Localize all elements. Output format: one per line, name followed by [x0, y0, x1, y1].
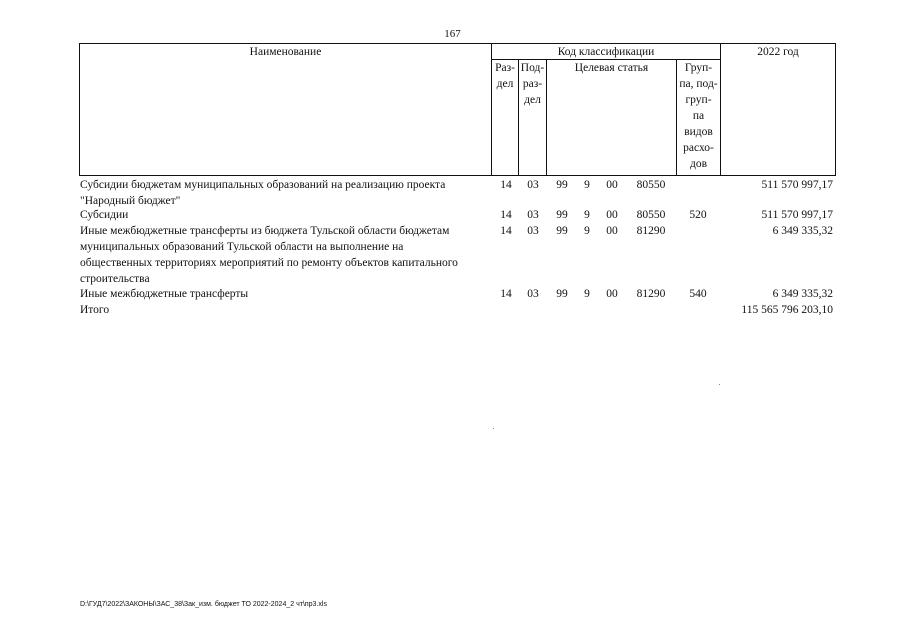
page-number: 167	[444, 28, 461, 40]
row-target-3: 00	[606, 225, 618, 237]
header-group: Груп- па, под- груп- па видов расхо- дов	[679, 62, 718, 170]
row-target-4: 80550	[636, 179, 666, 191]
row-target-2: 9	[584, 288, 590, 300]
row-razdel: 14	[500, 179, 512, 191]
row-name: Субсидии бюджетам муниципальных образований на реализацию проекта "Народный бюджет"	[80, 179, 446, 207]
row-amount: 511 570 997,17	[761, 209, 833, 221]
row-target-4: 80550	[636, 209, 666, 221]
row-target-1: 99	[556, 209, 568, 221]
row-target-3: 00	[606, 179, 618, 191]
table-row	[0, 286, 905, 302]
row-target-2: 9	[584, 179, 590, 191]
total-label: Итого	[80, 304, 110, 316]
row-amount: 6 349 335,32	[772, 288, 833, 300]
row-amount: 6 349 335,32	[772, 225, 833, 237]
row-podrazdel: 03	[527, 179, 539, 191]
row-target-1: 99	[556, 288, 568, 300]
header-year: 2022 год	[757, 46, 799, 58]
header-razdel: Раз- дел	[495, 62, 515, 90]
scan-speck	[493, 428, 494, 429]
total-row	[0, 302, 905, 318]
header-target-article: Целевая статья	[574, 62, 649, 74]
table-row	[0, 223, 905, 287]
row-group: 540	[689, 288, 707, 300]
table-right-border	[835, 43, 836, 176]
row-target-1: 99	[556, 179, 568, 191]
table-row	[0, 177, 905, 209]
scan-speck	[719, 384, 720, 385]
row-podrazdel: 03	[527, 225, 539, 237]
row-target-2: 9	[584, 209, 590, 221]
row-podrazdel: 03	[527, 288, 539, 300]
table-left-border	[79, 43, 80, 176]
row-target-4: 81290	[636, 225, 666, 237]
header-podrazdel: Под- раз- дел	[520, 62, 545, 106]
header-code-group: Код классификации	[557, 46, 655, 58]
row-target-3: 00	[606, 288, 618, 300]
total-amount: 115 565 796 203,10	[741, 304, 833, 316]
row-target-3: 00	[606, 209, 618, 221]
row-target-2: 9	[584, 225, 590, 237]
row-name: Субсидии	[80, 209, 129, 221]
row-razdel: 14	[500, 288, 512, 300]
row-podrazdel: 03	[527, 209, 539, 221]
row-group: 520	[689, 209, 707, 221]
row-amount: 511 570 997,17	[761, 179, 833, 191]
file-path-footer: D:\ГУД7\2022\ЗАКОНЫ\ЗАС_38\Зак_изм. бюджет ТО 2022-2024_2 чт\пр3.xls	[80, 601, 327, 608]
row-name: Иные межбюджетные трансферты	[80, 288, 249, 300]
podrazdel-col-divider	[546, 59, 547, 176]
row-razdel: 14	[500, 225, 512, 237]
table-header-bottom	[79, 175, 836, 176]
header-name: Наименование	[249, 46, 322, 58]
table-row	[0, 207, 905, 223]
row-name: Иные межбюджетные трансферты из бюджета Тульской области бюджетам муниципальных образований Тульской области на выполнение на общественных территориях мероприятий по ремонту объектов капитального строительства	[80, 225, 458, 285]
year-col-divider	[720, 43, 721, 176]
row-target-1: 99	[556, 225, 568, 237]
row-razdel: 14	[500, 209, 512, 221]
row-target-4: 81290	[636, 288, 666, 300]
